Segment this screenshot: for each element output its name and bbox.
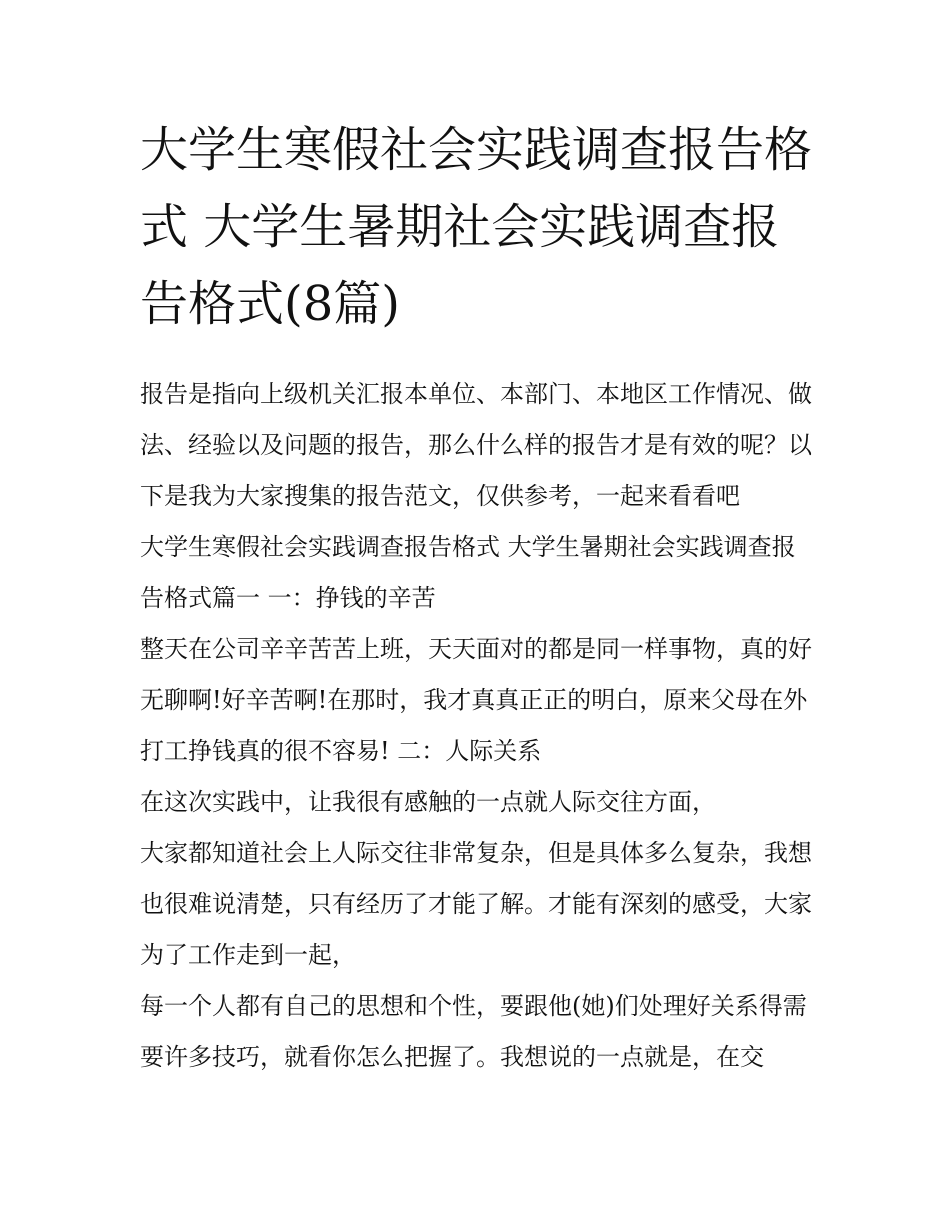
paragraph-section-heading: 大学生寒假社会实践调查报告格式 大学生暑期社会实践调查报告格式篇一 一：挣钱的辛苦 [140,533,796,612]
paragraph-personality: 每一个人都有自己的思想和个性，要跟他(她)们处理好关系得需要许多技巧，就看你怎么把握了。我想说的一点就是，在交 [140,992,807,1071]
document-body [140,369,815,1083]
paragraph-practice: 在这次实践中，让我很有感触的一点就人际交往方面， [140,788,716,816]
paragraph-intro: 报告是指向上级机关汇报本单位、本部门、本地区工作情况、做法、经验以及问题的报告，那么什么样的报告才是有效的呢？以下是我为大家搜集的报告范文，仅供参考，一起来看看吧 [140,380,812,510]
document-title: 大学生寒假社会实践调查报告格式 大学生暑期社会实践调查报告格式(8篇) [140,122,813,332]
paragraph-relations: 大家都知道社会上人际交往非常复杂，但是具体多么复杂，我想也很难说清楚，只有经历了才能了解。才能有深刻的感受，大家为了工作走到一起， [140,839,812,969]
paragraph-earning: 整天在公司辛辛苦苦上班，天天面对的都是同一样事物，真的好无聊啊!好辛苦啊!在那时，我才真真正正的明白，原来父母在外打工挣钱真的很不容易! 二：人际关系 [140,635,812,765]
document-page [140,112,815,1083]
